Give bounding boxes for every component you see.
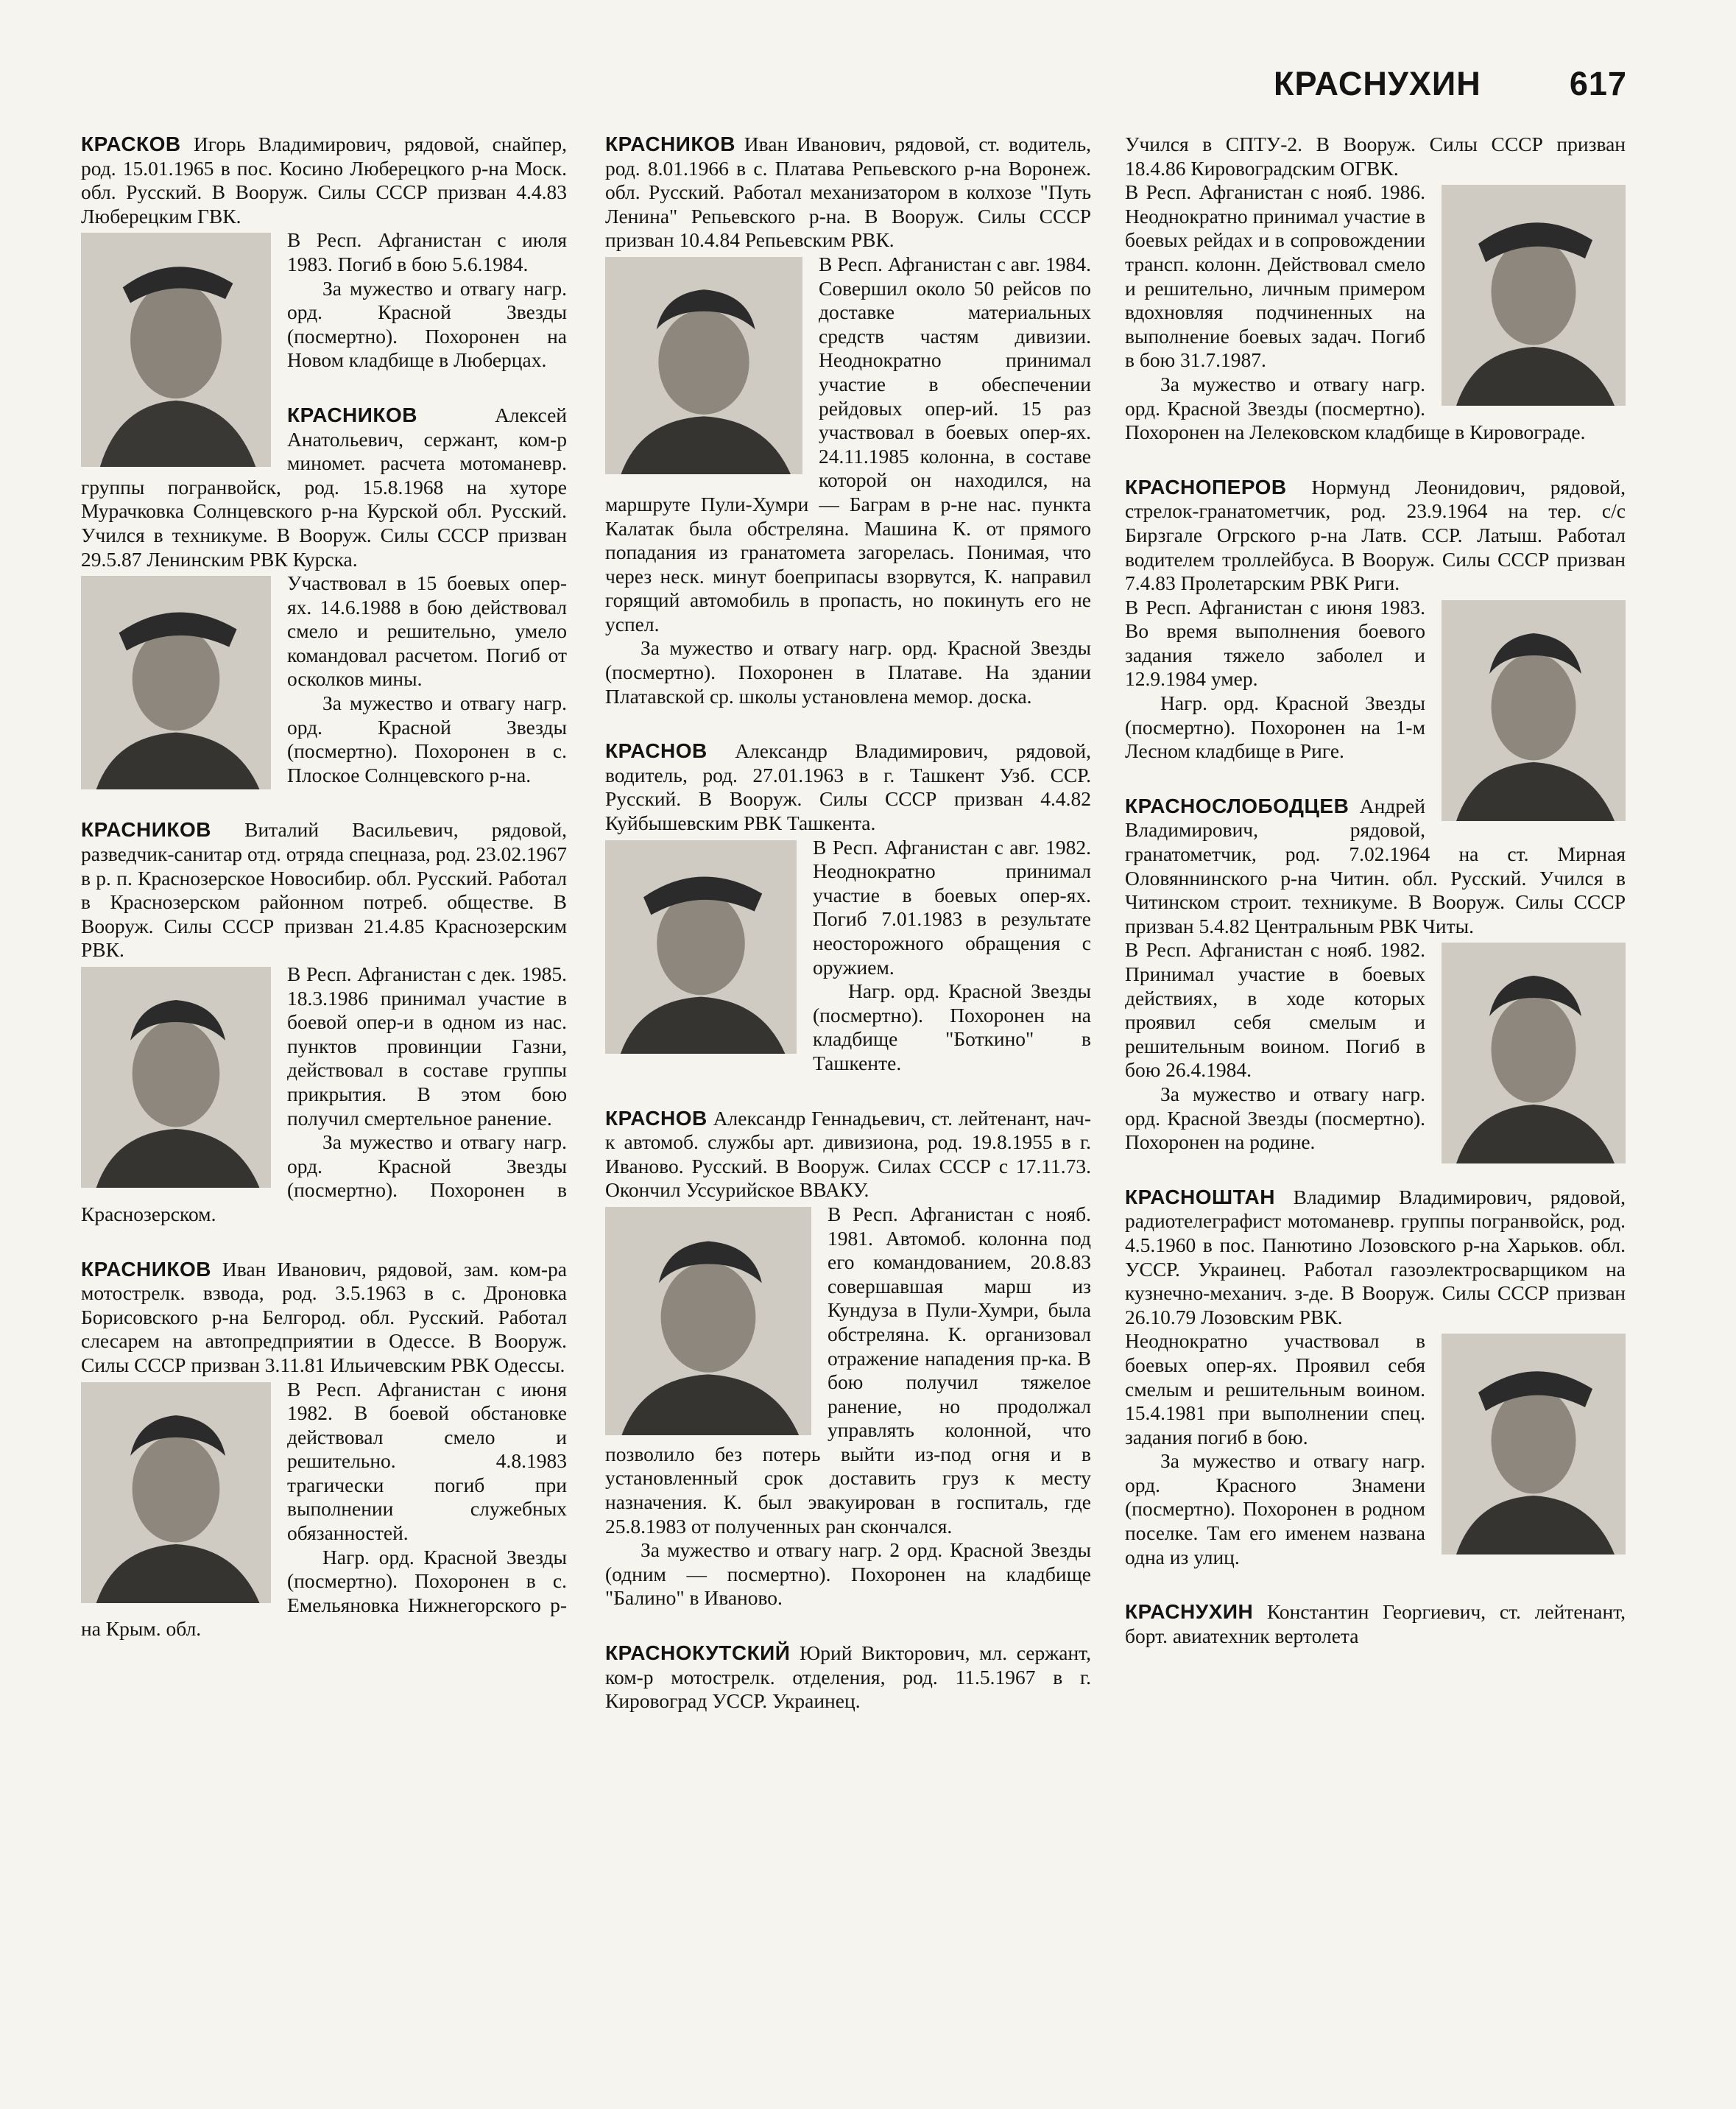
entry-text: Игорь Владимирович, рядовой, снайпер, род. 15.01.1965 в пос. Косино Люберецкого р-на Моск. обл. Русский. В Вооруж. Силы СССР призван 4.4.83 Люберецким ГВК.	[81, 133, 567, 228]
portrait-photo	[1442, 185, 1626, 406]
entry-text: Андрей Владимирович, рядовой, гранатометчик, род. 7.02.1964 на ст. Мирная Оловяннинского р-на Читин. обл. Русский. Учился в Читинском строит. техникуме. В Вооруж. Силы СССР призван 5.4.82 Центральным РВК Читы.	[1125, 794, 1626, 937]
header-title: КРАСНУХИН	[1274, 65, 1481, 102]
entry-text: Александр Владимирович, рядовой, водитель, род. 27.01.1963 в г. Ташкент Узб. ССР. Русский. В Вооруж. Силы СССР призван 4.4.82 Куйбышевским РВК Ташкента.	[605, 739, 1091, 835]
entry-surname: КРАСНИКОВ	[81, 1257, 211, 1281]
entry-text: Алексей Анатольевич, сержант, ком-р миномет. расчета мотоманевр. группы погранвойск, род. 15.8.1968 на хуторе Мурачковка Солнцевского р-на Курской обл. Русский. Учился в техникуме. В Вооруж. Силы СССР призван 29.5.87 Ленинским РВК Курска.	[81, 403, 567, 571]
entry-surname: КРАСНОВ	[605, 1106, 708, 1130]
entry-krasnikov-ivan-2	[605, 133, 1091, 708]
entry-text: Нагр. орд. Красной Звезды (посмертно). Похоронен на кладбище "Боткино" в Ташкенте.	[813, 979, 1091, 1074]
entry-surname: КРАСНУХИН	[1125, 1600, 1254, 1624]
entry-text: В Респ. Афганистан с нояб. 1982. Принимал участие в боевых действиях, в ходе которых проявил себя смелым и решительным воином. Погиб в бою 26.4.1984.	[1125, 938, 1425, 1082]
entry-krasnikov-vitaliy	[81, 818, 567, 1226]
entry-text: За мужество и отвагу нагр. орд. Красной Звезды (посмертно). Похоронен в Краснозерском.	[81, 1130, 567, 1225]
entry-text: В Респ. Афганистан с нояб. 1986. Неоднократно принимал участие в боевых рейдах и в сопровождении трансп. колонн. Действовал смело и решительно, личным примером вдохновляя подчиненных на выполнение боевых задач. Погиб в бою 31.7.1987.	[1125, 180, 1425, 372]
entry-text: В Респ. Афганистан с июня 1983. Во время выполнения боевого задания тяжело заболел и 12.9.1984 умер.	[1125, 595, 1425, 691]
entry-surname: КРАСНОСЛОБОДЦЕВ	[1125, 794, 1349, 817]
entry-krasnoshtan	[1125, 1186, 1626, 1570]
entry-text: За мужество и отвагу нагр. орд. Красной Звезды (посмертно). Похоронен в с. Плоское Солнцевского р-на.	[287, 691, 567, 786]
column-1	[81, 133, 567, 1672]
entry-text: Нормунд Леонидович, рядовой, стрелок-гранатометчик, род. 23.9.1964 на тер. с/с Бирзгале Огрского р-на Латв. ССР. Латыш. Работал водителем троллейбуса. В Вооруж. Силы СССР призван 7.4.83 Пролетарским РВК Риги.	[1125, 475, 1626, 595]
entry-text: Юрий Викторович, мл. сержант, ком-р мотострелк. отделения, род. 11.5.1967 в г. Кировоград УССР. Украинец.	[605, 1641, 1091, 1713]
entry-text: В Респ. Афганистан с июля 1983. Погиб в бою 5.6.1984.	[287, 228, 567, 275]
entry-surname: КРАСНИКОВ	[605, 133, 735, 155]
portrait-photo	[605, 840, 797, 1054]
entry-text: За мужество и отвагу нагр. орд. Красной Звезды (посмертно). Похоронен на Лелековском кладбище в Кировограде.	[1125, 372, 1586, 444]
entry-text: В Респ. Афганистан с авг. 1982. Неоднократно принимал участие в боевых опер-ях. Погиб 7.01.1983 в результате неосторожного обращения с оружием.	[813, 835, 1091, 979]
column-2	[605, 133, 1091, 1744]
entry-krasnokutskiy-continued	[1125, 133, 1626, 445]
entry-text: Владимир Владимирович, рядовой, радиотелеграфист мотоманевр. группы погранвойск, род. 4.5.1960 в пос. Панютино Лозовского р-на Харьков. обл. УССР. Украинец. Работал газоэлектросварщиком на кузнечно-механич. з-де. В Вооруж. Силы СССР призван 26.10.79 Лозовским РВК.	[1125, 1185, 1626, 1328]
entry-surname: КРАСНИКОВ	[81, 818, 211, 842]
entry-text: В Респ. Афганистан с июня 1982. В боевой обстановке действовал смело и решительно. 4.8.1983 трагически погиб при выполнении служебных обязанностей.	[287, 1377, 567, 1545]
entry-text: Участвовал в 15 боевых опер-ях. 14.6.1988 в бою действовал смело и решительно, умело командовал расчетом. Погиб от осколков мины.	[287, 571, 567, 691]
entry-text: Виталий Васильевич, рядовой, разведчик-санитар отд. отряда спецназа, род. 23.02.1967 в р. п. Краснозерское Новосибир. обл. Русский. Работал в Краснозерском районном потреб. обществе. В Вооруж. Силы СССР призван 21.4.85 Краснозерским РВК.	[81, 818, 567, 962]
entry-text: В Респ. Афганистан с дек. 1985. 18.3.1986 принимал участие в боевой опер-и в одном из нас. пунктов провинции Газни, действовал в составе группы прикрытия. В этом бою получил смертельное ранение.	[287, 962, 567, 1130]
entry-krasnov-aleksandr-v	[605, 739, 1091, 1075]
column-3	[1125, 133, 1626, 1679]
entry-krasnukhin	[1125, 1600, 1626, 1648]
entry-surname: КРАСНОКУТСКИЙ	[605, 1641, 791, 1665]
entry-text: Иван Иванович, рядовой, зам. ком-ра мотострелк. взвода, род. 3.5.1963 в с. Дроновка Борисовского р-на Белгород. обл. Русский. Работал слесарем на автопредприятии в Одессе. В Вооруж. Силы СССР призван 3.11.81 Ильичевским РВК Одессы.	[81, 1257, 567, 1376]
portrait-photo	[1442, 1334, 1626, 1555]
portrait-photo	[1442, 600, 1626, 821]
entry-krasnikov-ivan-1	[81, 1258, 567, 1642]
entry-surname: КРАСНОШТАН	[1125, 1185, 1275, 1208]
entry-text: Константин Георгиевич, ст. лейтенант, борт. авиатехник вертолета	[1125, 1600, 1626, 1647]
portrait-photo	[605, 1207, 811, 1435]
entry-krasnokutskiy	[605, 1641, 1091, 1714]
entry-text: Неоднократно участвовал в боевых опер-ях. Проявил себя смелым и решительным воином. 15.4.1981 при выполнении спец. задания погиб в бою.	[1125, 1329, 1425, 1448]
entry-kraskov	[81, 133, 567, 373]
entry-text: Нагр. орд. Красной Звезды (посмертно). Похоронен на 1-м Лесном кладбище в Риге.	[1125, 691, 1425, 763]
entry-surname: КРАСНОПЕРОВ	[1125, 475, 1287, 499]
portrait-photo	[81, 1382, 271, 1603]
running-header	[1274, 65, 1627, 109]
portrait-photo	[605, 257, 802, 474]
entry-text: Александр Геннадьевич, ст. лейтенант, нач-к автомоб. службы арт. дивизиона, род. 19.8.1955 в г. Иваново. Русский. В Вооруж. Силах СССР с 17.11.73. Окончил Уссурийское ВВАКУ.	[605, 1106, 1091, 1202]
portrait-photo	[81, 576, 271, 789]
entry-krasnoperov	[1125, 476, 1626, 764]
entry-krasnoslobodtsev	[1125, 795, 1626, 1155]
page-number: 617	[1569, 65, 1627, 102]
entry-text: За мужество и отвагу нагр. орд. Красной Звезды (посмертно). Похоронен на родине.	[1125, 1082, 1425, 1154]
portrait-photo	[81, 967, 271, 1188]
entry-text: За мужество и отвагу нагр. орд. Красного Знамени (посмертно). Похоронен в родном поселке. Там его именем названа одна из улиц.	[1125, 1449, 1425, 1568]
entry-text: Учился в СПТУ-2. В Вооруж. Силы СССР призван 18.4.86 Кировоградским ОГВК.	[1125, 133, 1626, 180]
portrait-photo	[1442, 943, 1626, 1163]
entry-text: За мужество и отвагу нагр. орд. Красной Звезды (посмертно). Похоронен в Платаве. На здании Платавской ср. школы установлена мемор. доска.	[605, 636, 1091, 708]
entry-text: За мужество и отвагу нагр. орд. Красной Звезды (посмертно). Похоронен на Новом кладбище в Люберцах.	[287, 276, 567, 372]
entry-krasnov-aleksandr-g	[605, 1107, 1091, 1610]
entry-text: В Респ. Афганистан с нояб. 1981. Автомоб. колонна под его командованием, 20.8.83 совершавшая марш из Кундуза в Пули-Хумри, была обстреляна. К. организовал отражение нападения пр-ка. В бою получил тяжелое ранение, но продолжал управлять колонной, что позволило без потерь выйти из-под огня и в установленный срок доставить груз к месту назначения. К. был эвакуирован в госпиталь, где 25.8.1983 от полученных ран скончался.	[605, 1202, 1091, 1538]
entry-surname: КРАСНОВ	[605, 739, 708, 763]
entry-text: Нагр. орд. Красной Звезды (посмертно). Похоронен в с. Емельяновка Нижнегорского р-на Крым. обл.	[81, 1545, 567, 1641]
portrait-photo	[81, 233, 271, 467]
entry-text: За мужество и отвагу нагр. 2 орд. Красной Звезды (одним — посмертно). Похоронен на кладбище "Балино" в Иваново.	[605, 1538, 1091, 1610]
entry-text: В Респ. Афганистан с авг. 1984. Совершил около 50 рейсов по доставке материальных средств частям дивизии. Неоднократно принимал участие в обеспечении рейдовых опер-ий. 15 раз участвовал в боевых опер-ях. 24.11.1985 колонна, в составе которой он находился, на маршруте Пули-Хумри — Баграм в р-не нас. пункта Калатак была обстреляна. Машина К. от прямого попадания из гранатомета загорелась. Понимая, что через неск. минут боеприпасы взорвутся, К. направил горящий автомобиль в пропасть, но покинуть его не успел.	[605, 252, 1091, 635]
entry-text: Иван Иванович, рядовой, ст. водитель, род. 8.01.1966 в с. Платава Репьевского р-на Воронеж. обл. Русский. Работал механизатором в колхозе "Путь Ленина" Репьевского р-на. В Вооруж. Силы СССР призван 10.4.84 Репьевским РВК.	[605, 133, 1091, 252]
entry-surname: КРАСНИКОВ	[287, 403, 417, 426]
entry-surname: КРАСКОВ	[81, 133, 181, 155]
